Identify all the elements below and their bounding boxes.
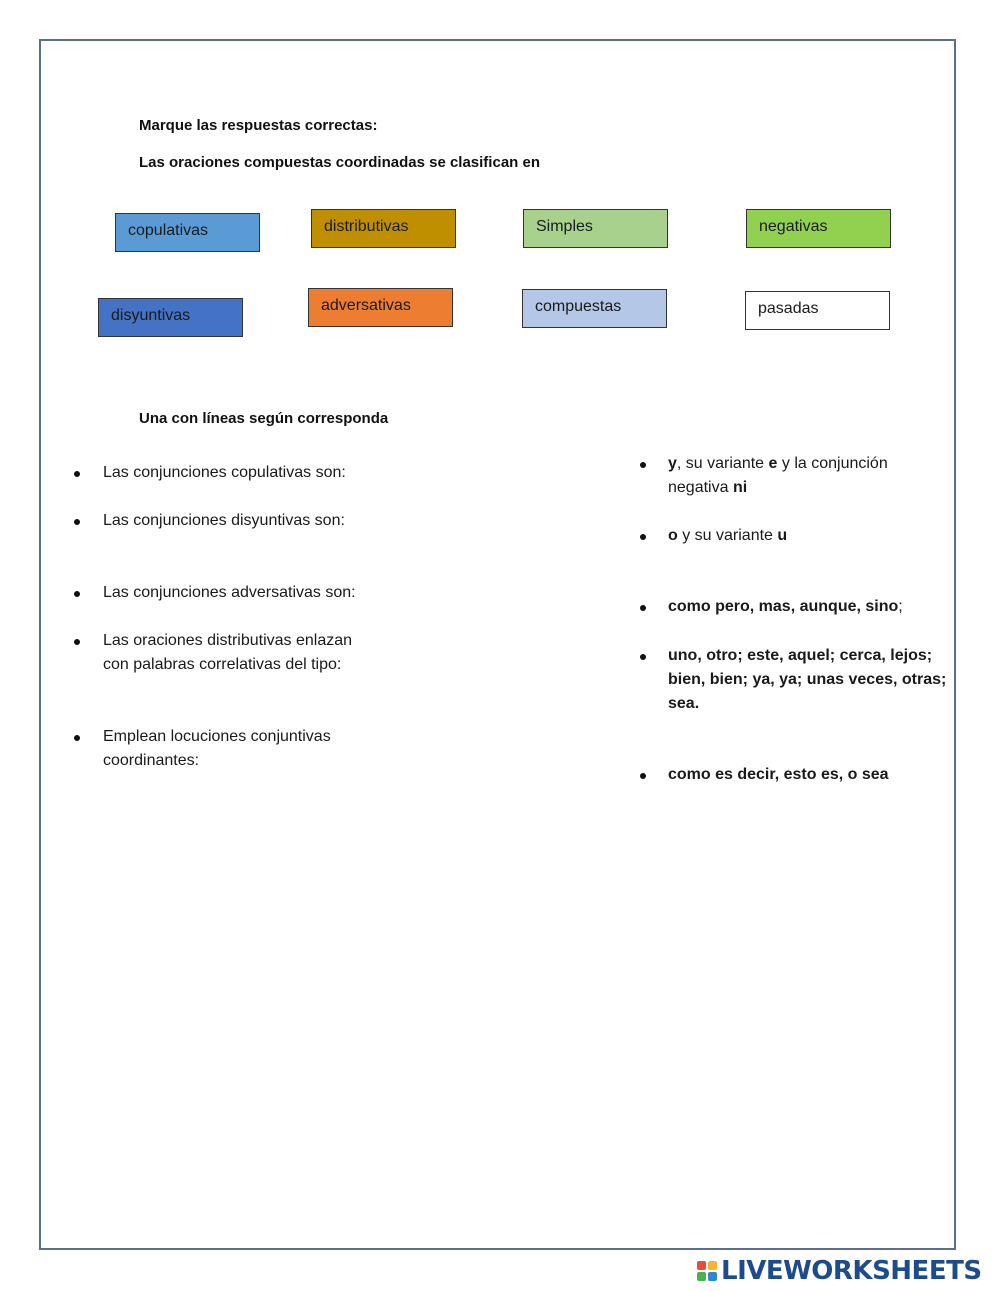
left-item-distributivas[interactable] (103, 629, 393, 677)
bullet-icon (74, 639, 80, 645)
logo-mark-icon (697, 1261, 717, 1281)
conj-e: e (768, 455, 778, 472)
option-disyuntivas[interactable] (98, 298, 243, 337)
left-item-text: Las conjunciones copulativas son: (103, 464, 346, 481)
option-copulativas[interactable] (115, 213, 260, 252)
match-heading: Una con líneas según corresponda (139, 410, 389, 427)
right-text-bold: bien, bien; ya, ya; unas veces, otras; (668, 671, 947, 688)
right-item-disyuntivas[interactable] (668, 524, 958, 548)
bullet-icon (74, 735, 80, 741)
conj-o: o (668, 527, 678, 544)
right-text: ; (898, 598, 903, 615)
right-item-distributivas[interactable] (668, 644, 958, 716)
option-label: compuestas (535, 298, 622, 315)
right-text-bold: uno, otro; este, aquel; cerca, lejos; (668, 647, 933, 664)
option-label: distributivas (324, 218, 409, 235)
bullet-icon (74, 471, 80, 477)
left-item-text: con palabras correlativas del tipo: (103, 656, 342, 673)
option-label: adversativas (321, 297, 411, 314)
option-distributivas[interactable] (311, 209, 456, 248)
option-simples[interactable] (523, 209, 668, 248)
left-item-text: coordinantes: (103, 752, 200, 769)
right-text: y la conjunción (777, 455, 888, 472)
left-item-adversativas[interactable] (103, 581, 393, 605)
option-label: negativas (759, 218, 828, 235)
left-item-text: Emplean locuciones conjuntivas (103, 728, 331, 745)
right-item-locuciones[interactable] (668, 763, 958, 787)
bullet-icon (74, 519, 80, 525)
right-text-bold: como es decir, esto es, o sea (668, 766, 889, 783)
bullet-icon (640, 773, 646, 779)
left-item-text: Las conjunciones disyuntivas son: (103, 512, 345, 529)
left-item-text: Las oraciones distributivas enlazan (103, 632, 353, 649)
left-item-locuciones[interactable] (103, 725, 393, 773)
instruction-heading: Marque las respuestas correctas: (139, 117, 378, 134)
option-label: pasadas (758, 300, 819, 317)
logo-text: LIVEWORKSHEETS (721, 1256, 982, 1286)
liveworksheets-logo (697, 1257, 982, 1285)
right-item-adversativas[interactable] (668, 595, 958, 619)
option-label: copulativas (128, 222, 209, 239)
conj-u: u (777, 527, 788, 544)
option-pasadas[interactable] (745, 291, 890, 330)
right-text-bold: como pero, mas, aunque, sino (668, 598, 899, 615)
option-compuestas[interactable] (522, 289, 667, 328)
right-text: , su variante (676, 455, 769, 472)
right-text: y su variante (677, 527, 778, 544)
right-item-copulativas[interactable] (668, 452, 958, 500)
question-heading: Las oraciones compuestas coordinadas se clasifican en (139, 154, 540, 171)
right-text: negativa (668, 479, 733, 496)
option-label: Simples (536, 218, 593, 235)
left-item-copulativas[interactable] (103, 461, 393, 485)
bullet-icon (640, 462, 646, 468)
option-adversativas[interactable] (308, 288, 453, 327)
option-negativas[interactable] (746, 209, 891, 248)
bullet-icon (640, 534, 646, 540)
left-item-text: Las conjunciones adversativas son: (103, 584, 356, 601)
option-label: disyuntivas (111, 307, 191, 324)
bullet-icon (640, 654, 646, 660)
conj-y: y (668, 455, 677, 472)
bullet-icon (74, 591, 80, 597)
left-item-disyuntivas[interactable] (103, 509, 393, 533)
conj-ni: ni (732, 479, 748, 496)
bullet-icon (640, 605, 646, 611)
right-text-bold: sea. (668, 695, 700, 712)
